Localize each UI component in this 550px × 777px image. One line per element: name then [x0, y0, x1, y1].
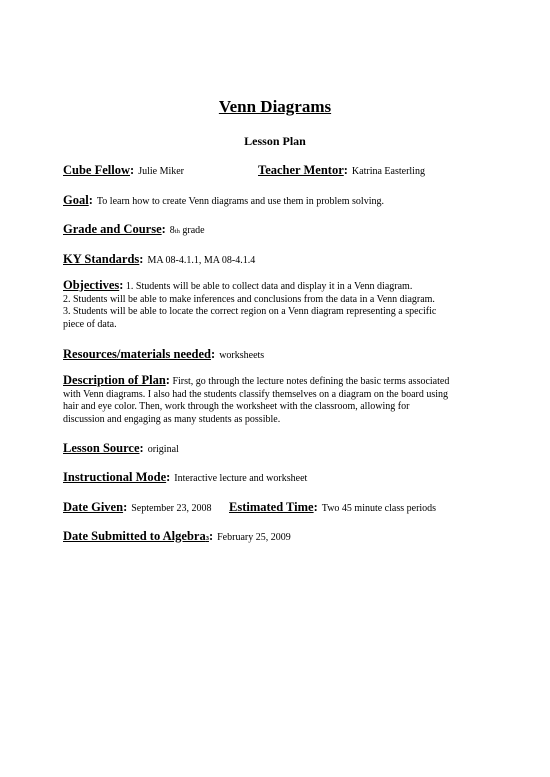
cube-fellow-label: Cube Fellow — [63, 163, 131, 177]
objective-3-cont: piece of data. — [63, 318, 117, 330]
resources-label: Resources/materials needed — [63, 347, 212, 361]
goal-label: Goal — [63, 193, 89, 207]
mode-row: Instructional Mode: Interactive lecture and worksheet — [63, 470, 308, 484]
grade-label: Grade and Course — [63, 222, 162, 236]
estimated-time-value: Two 45 minute class periods — [321, 503, 437, 514]
date-submitted-row: Date Submitted to Algebra3: February 25, 2009 — [63, 529, 291, 543]
estimated-time-label: Estimated Time — [229, 500, 314, 514]
grade-row: Grade and Course: 8th grade — [63, 222, 205, 236]
document-subtitle: Lesson Plan — [244, 134, 306, 148]
teacher-mentor-value: Katrina Easterling — [351, 166, 425, 177]
estimated-time-row: Estimated Time: Two 45 minute class periods — [229, 500, 437, 514]
description-line-1: First, go through the lecture notes defining the basic terms associated — [172, 376, 450, 387]
source-value: original — [147, 444, 179, 455]
date-submitted-value: February 25, 2009 — [217, 532, 291, 543]
source-label: Lesson Source — [63, 441, 140, 455]
mode-value: Interactive lecture and worksheet — [174, 473, 308, 484]
date-submitted-label-sub: 3 — [205, 535, 209, 542]
resources-value: worksheets — [219, 350, 265, 361]
cube-fellow-row: Cube Fellow: Julie Miker — [63, 163, 185, 177]
standards-value: MA 08-4.1.1, MA 08-4.1.4 — [147, 255, 256, 266]
description-line-4: discussion and engaging as many students as possible. — [63, 413, 281, 425]
standards-row: KY Standards: MA 08-4.1.1, MA 08-4.1.4 — [63, 252, 256, 266]
objectives-label: Objectives — [63, 278, 120, 292]
goal-value: To learn how to create Venn diagrams and use them in problem solving. — [96, 196, 384, 207]
date-given-value: September 23, 2008 — [131, 503, 212, 514]
goal-row: Goal: To learn how to create Venn diagrams and use them in problem solving. — [63, 193, 384, 207]
mode-label: Instructional Mode — [63, 470, 167, 484]
document-title: Venn Diagrams — [218, 97, 332, 116]
date-submitted-label: Date Submitted to Algebra — [63, 529, 206, 543]
date-given-row: Date Given: September 23, 2008 — [63, 500, 212, 514]
cube-fellow-value: Julie Miker — [138, 166, 185, 177]
objective-2: 2. Students will be able to make inferences and conclusions from the data in a Venn diagram. — [63, 293, 435, 305]
description-line-2: with Venn diagrams. I also had the students classify themselves on a diagram on the board using — [63, 388, 449, 400]
grade-number: 8 — [169, 225, 175, 236]
source-row: Lesson Source: original — [63, 441, 179, 455]
grade-word: grade — [182, 225, 205, 236]
date-given-label: Date Given — [63, 500, 124, 514]
teacher-mentor-row: Teacher Mentor: Katrina Easterling — [258, 163, 425, 177]
teacher-mentor-label: Teacher Mentor — [258, 163, 344, 177]
objective-3: 3. Students will be able to locate the correct region on a Venn diagram representing a specific — [63, 306, 437, 317]
standards-label: KY Standards — [63, 252, 140, 266]
description-line-3: hair and eye color. Then, work through the worksheet with the classroom, allowing for — [63, 401, 410, 412]
objectives-block: Objectives: 1. Students will be able to collect data and display it in a Venn diagram. 2. Students will be able to make inferences and conclusions from the data in a Venn diagram. 3. Students will be able to locate the correct region on a Venn diagram representing a specific piece of data. — [63, 278, 437, 330]
description-block: Description of Plan: First, go through the lecture notes defining the basic terms associated with Venn diagrams. I also had the students classify themselves on a diagram on the board using hair and eye color. Then, work through the worksheet with the classroom, allowing for discussion and engaging as many students as possible. — [63, 373, 450, 425]
description-label: Description of Plan — [63, 373, 166, 387]
grade-suffix: th — [174, 228, 180, 235]
objective-1: 1. Students will be able to collect data and display it in a Venn diagram. — [125, 281, 413, 292]
resources-row: Resources/materials needed: worksheets — [63, 347, 265, 361]
